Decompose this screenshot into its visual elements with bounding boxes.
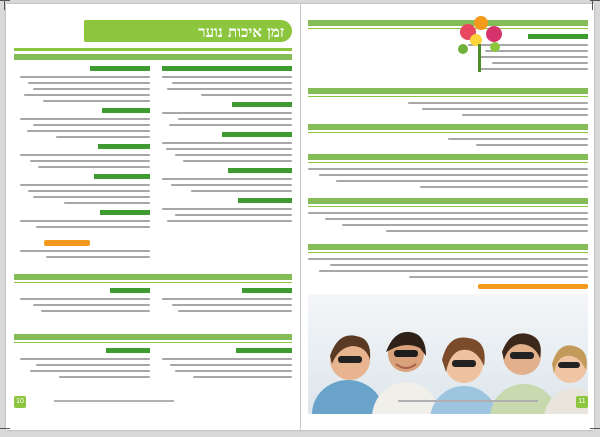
text-block [448,138,588,146]
left-page [14,12,292,414]
text-block [162,178,292,192]
brochure-spread [6,4,594,430]
text-block [20,184,150,204]
text-block [162,112,292,126]
text-block [162,76,292,96]
subheading [94,174,150,179]
text-block [20,118,150,138]
right-page [308,12,588,414]
subheading [528,34,588,39]
text-block [308,258,588,278]
page-title-banner [84,20,292,42]
text-block [162,142,292,162]
section-rule [308,252,588,253]
text-block [20,250,150,258]
subheading [106,348,150,353]
highlight-tag [44,240,90,246]
text-block [408,102,588,116]
text-block [162,298,292,312]
page-title: זמן איכות נוער [198,23,284,41]
teens-group-photo [308,294,588,414]
subheading [228,168,292,173]
section-rule [308,132,588,133]
subheading [242,288,292,293]
page-gutter [300,4,301,430]
subheading [110,288,150,293]
crop-mark [4,0,5,10]
page-footer [308,398,588,404]
subheading [222,132,292,137]
footer-text [54,400,174,402]
text-block [20,220,150,228]
section-rule [14,282,292,283]
subheading [238,198,292,203]
crop-mark [592,0,593,10]
subheading [102,108,150,113]
section-heading [308,154,588,160]
text-block [308,212,588,232]
section-heading [308,198,588,204]
crop-mark [590,428,600,429]
subheading [98,144,150,149]
section-heading [308,244,588,250]
text-block [20,76,150,102]
section-rule [14,342,292,343]
section-rule [308,162,588,163]
section-heading [14,334,292,340]
subheading [236,348,292,353]
highlight-tag [478,284,588,289]
teens-group-photo [308,294,588,414]
text-block [162,208,292,222]
section-rule [308,96,588,97]
section-rule [308,206,588,207]
text-block [20,298,150,312]
flower-bouquet-illustration [456,14,508,76]
section-rule [14,48,292,51]
text-block [308,168,588,188]
page-number: 11 [576,396,588,408]
section-heading [308,88,588,94]
page-footer [14,398,292,404]
subheading [232,102,292,107]
text-block [20,358,150,378]
subheading [100,210,150,215]
section-heading [14,54,292,60]
crop-mark [0,428,10,429]
text-block [308,34,448,36]
subheading [162,66,292,71]
subheading [90,66,150,71]
section-heading [14,274,292,280]
section-heading [308,20,588,26]
page-number: 10 [14,396,26,408]
section-rule [308,28,588,29]
section-heading [308,124,588,130]
footer-text [398,400,538,402]
text-block [20,154,150,168]
text-block [162,358,292,378]
crop-mark [0,0,10,1]
